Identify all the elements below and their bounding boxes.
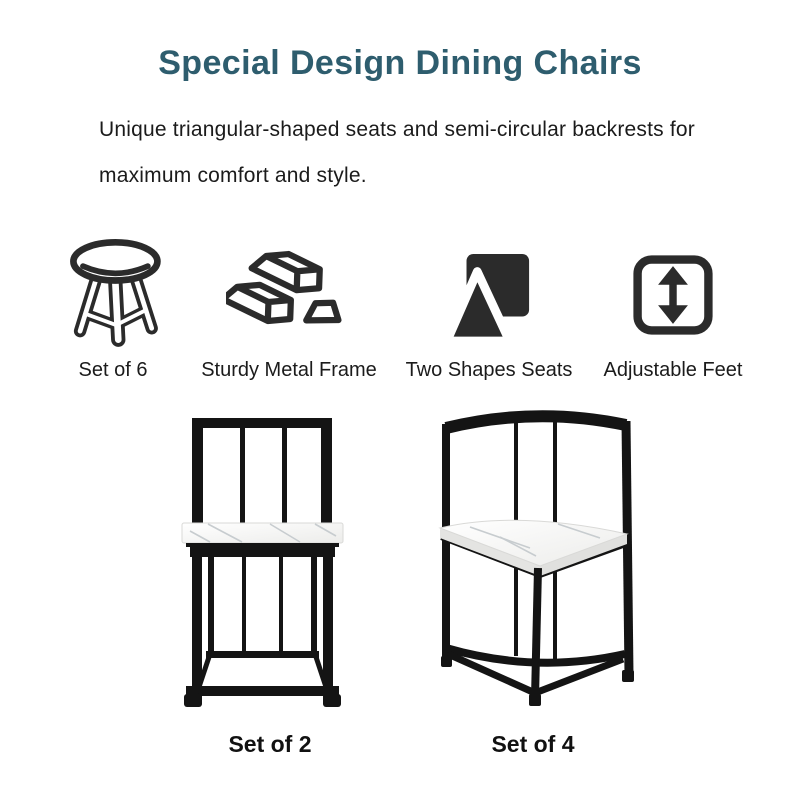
two-shapes-icon bbox=[445, 250, 533, 344]
stool-icon-box bbox=[38, 226, 188, 352]
feature-two-shapes-seats bbox=[398, 226, 580, 382]
subtitle-line-2: maximum comfort and style. bbox=[99, 164, 367, 187]
subtitle-line-1: Unique triangular-shaped seats and semi-circular backrests for bbox=[99, 118, 696, 141]
adjustable-feet-icon bbox=[632, 254, 714, 336]
product-corner-chair bbox=[408, 398, 658, 725]
feature-label: Adjustable Feet bbox=[603, 359, 743, 381]
square-chair-image bbox=[150, 398, 390, 716]
adjustable-feet-icon-box bbox=[586, 226, 760, 352]
metal-ingots-icon bbox=[226, 232, 352, 336]
feature-set-of-6 bbox=[38, 226, 188, 382]
stool-icon bbox=[61, 230, 166, 352]
metal-ingots-icon-box bbox=[199, 226, 379, 352]
two-shapes-icon-box bbox=[398, 226, 580, 352]
feature-label: Sturdy Metal Frame bbox=[201, 359, 377, 381]
product-caption-set-of-2: Set of 2 bbox=[228, 731, 312, 757]
corner-chair-image bbox=[408, 398, 658, 720]
feature-label: Two Shapes Seats bbox=[405, 359, 573, 381]
feature-label: Set of 6 bbox=[78, 359, 148, 381]
feature-sturdy-metal-frame bbox=[199, 226, 379, 382]
page-title: Special Design Dining Chairs bbox=[158, 44, 642, 82]
feature-adjustable-feet bbox=[586, 226, 760, 382]
product-square-chair bbox=[150, 398, 390, 721]
product-caption-set-of-4: Set of 4 bbox=[491, 731, 575, 757]
